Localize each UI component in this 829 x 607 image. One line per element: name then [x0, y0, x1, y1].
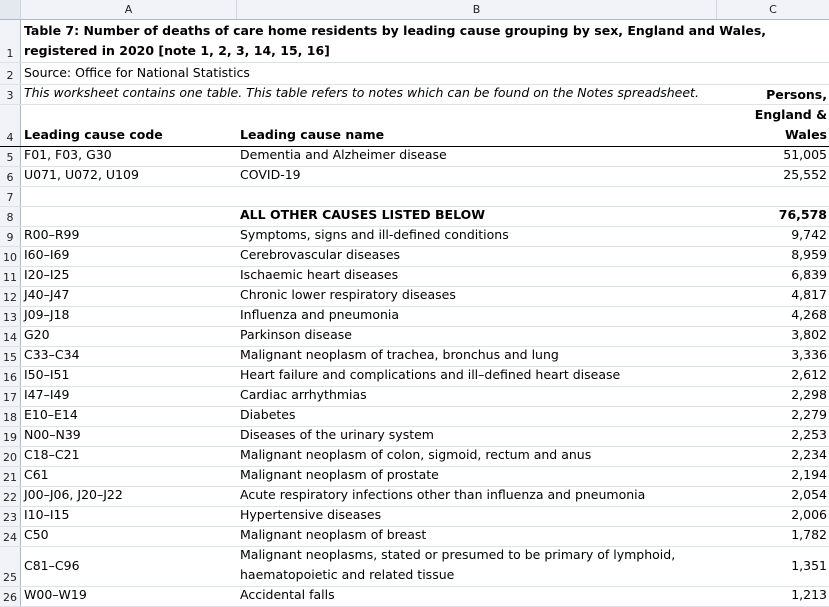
cell-persons-value[interactable]: 2,612 — [791, 367, 827, 382]
table-row — [0, 427, 829, 447]
cell-persons-value[interactable]: 25,552 — [783, 167, 827, 182]
row-number[interactable]: 19 — [0, 427, 21, 446]
row-number[interactable]: 17 — [0, 387, 21, 406]
cell-cause-code[interactable]: C81–C96 — [24, 558, 80, 573]
cell-persons-value[interactable]: 4,817 — [791, 287, 827, 302]
table-row — [0, 147, 829, 167]
cell-persons-value[interactable]: 2,194 — [791, 467, 827, 482]
row-number[interactable]: 25 — [0, 547, 21, 586]
cell-cause-name[interactable]: Malignant neoplasm of colon, sigmoid, rectum and anus — [240, 447, 592, 462]
row-number[interactable]: 12 — [0, 287, 21, 306]
table-row — [0, 507, 829, 527]
cell-cause-code[interactable]: W00–W19 — [24, 587, 87, 602]
cell-cause-name[interactable]: Malignant neoplasms, stated or presumed to be primary of lymphoid, haematopoietic and related tissue — [240, 547, 676, 582]
cell-persons-value[interactable]: 3,336 — [791, 347, 827, 362]
cell-persons-value[interactable]: 1,782 — [791, 527, 827, 542]
cell-persons-value[interactable]: 9,742 — [791, 227, 827, 242]
table-row — [0, 20, 829, 63]
row-number[interactable]: 26 — [0, 587, 21, 606]
row-number[interactable]: 24 — [0, 527, 21, 546]
cell-cause-name[interactable]: Acute respiratory infections other than influenza and pneumonia — [240, 487, 646, 502]
cell-cause-name[interactable]: Influenza and pneumonia — [240, 307, 400, 322]
cell-cause-name[interactable]: Accidental falls — [240, 587, 335, 602]
table-row — [0, 547, 829, 587]
row-number[interactable]: 2 — [0, 63, 21, 84]
source-text[interactable]: Source: Office for National Statistics — [24, 65, 250, 80]
table-row — [0, 307, 829, 327]
cell-cause-code[interactable] — [21, 187, 237, 206]
table-row — [0, 467, 829, 487]
row-number[interactable]: 16 — [0, 367, 21, 386]
cell-cause-name[interactable]: Malignant neoplasm of trachea, bronchus and lung — [240, 347, 559, 362]
row-number[interactable]: 14 — [0, 327, 21, 346]
cell-persons-value[interactable]: 2,298 — [791, 387, 827, 402]
cell-cause-name[interactable]: ALL OTHER CAUSES LISTED BELOW — [240, 207, 486, 222]
cell-cause-code[interactable]: J09–J18 — [24, 307, 70, 322]
cell-cause-name[interactable]: Symptoms, signs and ill-defined conditions — [240, 227, 509, 242]
row-number[interactable]: 7 — [0, 187, 21, 206]
empty-row — [0, 187, 829, 207]
cell-cause-code[interactable]: C61 — [24, 467, 49, 482]
cell-persons-value[interactable]: 51,005 — [783, 147, 827, 162]
table-row — [0, 487, 829, 507]
header-leading-cause-name[interactable]: Leading cause name — [240, 127, 385, 142]
row-number[interactable]: 11 — [0, 267, 21, 286]
table-row — [0, 407, 829, 427]
table-row — [0, 347, 829, 367]
cell-cause-name[interactable]: Malignant neoplasm of prostate — [240, 467, 439, 482]
cell-cause-name[interactable]: Heart failure and complications and ill–defined heart disease — [240, 367, 621, 382]
column-header-c[interactable]: C — [769, 3, 777, 16]
cell-cause-name[interactable]: Cerebrovascular diseases — [240, 247, 401, 262]
cell-cause-code[interactable]: C50 — [24, 527, 49, 542]
row-number[interactable]: 6 — [0, 167, 21, 186]
header-leading-cause-code[interactable]: Leading cause code — [24, 127, 163, 142]
cell-cause-code[interactable]: J40–J47 — [24, 287, 70, 302]
cell-cause-code[interactable] — [21, 207, 237, 226]
cell-persons-value[interactable]: 3,802 — [791, 327, 827, 342]
table-title[interactable]: Table 7: Number of deaths of care home residents by leading cause grouping by sex, England and Wales, registered in 2020 [note 1, 2, 3, 14, 15, 16] — [24, 23, 767, 58]
cell-cause-code[interactable]: I10–I15 — [24, 507, 70, 522]
table-row — [0, 63, 829, 85]
row-number[interactable]: 22 — [0, 487, 21, 506]
cell-cause-code[interactable]: F01, F03, G30 — [24, 147, 112, 162]
cell-cause-code[interactable]: I60–I69 — [24, 247, 70, 262]
cell-cause-name[interactable]: Chronic lower respiratory diseases — [240, 287, 456, 302]
cell-persons-value[interactable]: 1,213 — [791, 587, 827, 602]
table-row — [0, 227, 829, 247]
cell-persons-value[interactable]: 76,578 — [778, 207, 827, 222]
cell-cause-name[interactable]: Ischaemic heart diseases — [240, 267, 399, 282]
row-number[interactable]: 10 — [0, 247, 21, 266]
row-number[interactable]: 8 — [0, 207, 21, 226]
table-row — [0, 247, 829, 267]
table-row — [0, 587, 829, 607]
cell-cause-name[interactable]: COVID-19 — [240, 167, 301, 182]
table-row — [0, 85, 829, 105]
table-row — [0, 267, 829, 287]
cell-cause-code[interactable]: I20–I25 — [24, 267, 70, 282]
cell-persons-value[interactable]: 4,268 — [791, 307, 827, 322]
cell-cause-code[interactable]: C18–C21 — [24, 447, 80, 462]
table-row — [0, 527, 829, 547]
cell-cause-name[interactable]: Hypertensive diseases — [240, 507, 382, 522]
column-header-bar — [0, 0, 829, 20]
cell-cause-name[interactable]: Dementia and Alzheimer disease — [240, 147, 447, 162]
cell-cause-code[interactable]: R00–R99 — [24, 227, 80, 242]
table-row — [0, 447, 829, 467]
cell-persons-value[interactable] — [717, 187, 829, 206]
cell-cause-code[interactable]: J00–J06, J20–J22 — [24, 487, 123, 502]
header-persons[interactable]: Persons, England & Wales — [754, 87, 827, 142]
cell-cause-name[interactable]: Diseases of the urinary system — [240, 427, 434, 442]
table-row — [0, 167, 829, 187]
row-number[interactable]: 15 — [0, 347, 21, 366]
column-header-a[interactable]: A — [21, 0, 237, 19]
row-number[interactable]: 5 — [0, 147, 21, 166]
row-number[interactable]: 3 — [0, 85, 21, 104]
table-row — [0, 287, 829, 307]
cell-persons-value[interactable]: 6,839 — [791, 267, 827, 282]
cell-cause-name[interactable]: Diabetes — [240, 407, 296, 422]
row-number[interactable]: 4 — [0, 105, 21, 146]
row-number[interactable]: 23 — [0, 507, 21, 526]
cell-persons-value[interactable]: 2,054 — [791, 487, 827, 502]
row-number[interactable]: 18 — [0, 407, 21, 426]
cell-persons-value[interactable]: 2,279 — [791, 407, 827, 422]
row-number[interactable]: 21 — [0, 467, 21, 486]
cell-persons-value[interactable]: 2,234 — [791, 447, 827, 462]
cell-cause-code[interactable]: E10–E14 — [24, 407, 78, 422]
cell-persons-value[interactable]: 1,351 — [791, 558, 827, 573]
cell-cause-name[interactable] — [237, 187, 717, 206]
cell-persons-value[interactable]: 2,253 — [791, 427, 827, 442]
row-number[interactable]: 20 — [0, 447, 21, 466]
all-other-causes-row — [0, 207, 829, 227]
cell-cause-name[interactable]: Parkinson disease — [240, 327, 352, 342]
table-row — [0, 327, 829, 347]
table-row — [0, 387, 829, 407]
cell-cause-code[interactable]: G20 — [24, 327, 50, 342]
row-number[interactable]: 13 — [0, 307, 21, 326]
cell-cause-code[interactable]: I47–I49 — [24, 387, 70, 402]
notes-text[interactable]: This worksheet contains one table. This table refers to notes which can be found on the Notes spreadsheet. — [24, 85, 699, 100]
table-row — [0, 367, 829, 387]
cell-cause-name[interactable]: Cardiac arrhythmias — [240, 387, 367, 402]
cell-cause-name[interactable]: Malignant neoplasm of breast — [240, 527, 427, 542]
cell-cause-code[interactable]: N00–N39 — [24, 427, 81, 442]
cell-cause-code[interactable]: I50–I51 — [24, 367, 70, 382]
cell-persons-value[interactable]: 2,006 — [791, 507, 827, 522]
cell-cause-code[interactable]: U071, U072, U109 — [24, 167, 139, 182]
cell-persons-value[interactable]: 8,959 — [791, 247, 827, 262]
row-number[interactable]: 1 — [0, 20, 21, 62]
cell-cause-code[interactable]: C33–C34 — [24, 347, 80, 362]
row-number[interactable]: 9 — [0, 227, 21, 246]
select-all-corner[interactable] — [0, 0, 21, 19]
column-header-b[interactable]: B — [237, 0, 717, 19]
